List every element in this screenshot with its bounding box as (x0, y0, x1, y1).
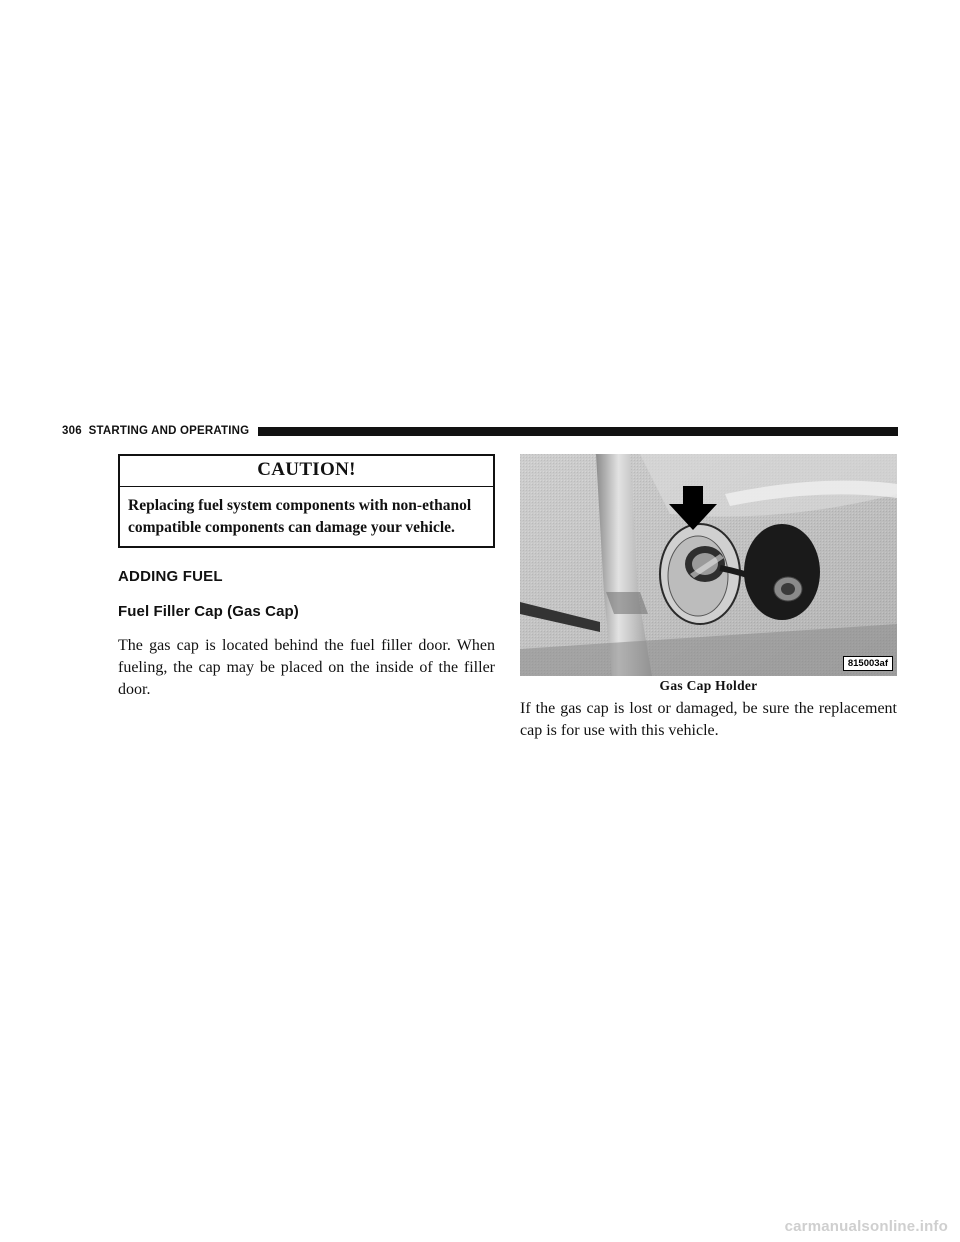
header-rule (258, 427, 898, 436)
page-number: 306 (62, 425, 82, 437)
section-title: STARTING AND OPERATING (88, 425, 250, 437)
page-header (62, 424, 898, 438)
gas-cap-photo (520, 454, 897, 676)
body-paragraph: The gas cap is located behind the fuel filler door. When fueling, the cap may be placed on the inside of the filler door. (118, 637, 495, 698)
figure-id-label: 815003af (843, 656, 893, 671)
right-column (520, 454, 897, 742)
section-heading: ADDING FUEL (118, 568, 223, 585)
caution-box (118, 454, 495, 548)
caution-text: Replacing fuel system components with non-ethanol compatible components can damage your vehicle. (128, 497, 472, 536)
sub-heading: Fuel Filler Cap (Gas Cap) (118, 603, 299, 620)
left-column (118, 454, 495, 701)
figure-caption: Gas Cap Holder (659, 678, 758, 693)
caution-title: CAUTION! (120, 456, 493, 487)
replacement-paragraph: If the gas cap is lost or damaged, be sure the replacement cap is for use with this vehicle. (520, 700, 897, 739)
gas-cap-illustration (520, 454, 897, 676)
header-text (62, 425, 249, 437)
site-watermark: carmanualsonline.info (784, 1218, 948, 1235)
